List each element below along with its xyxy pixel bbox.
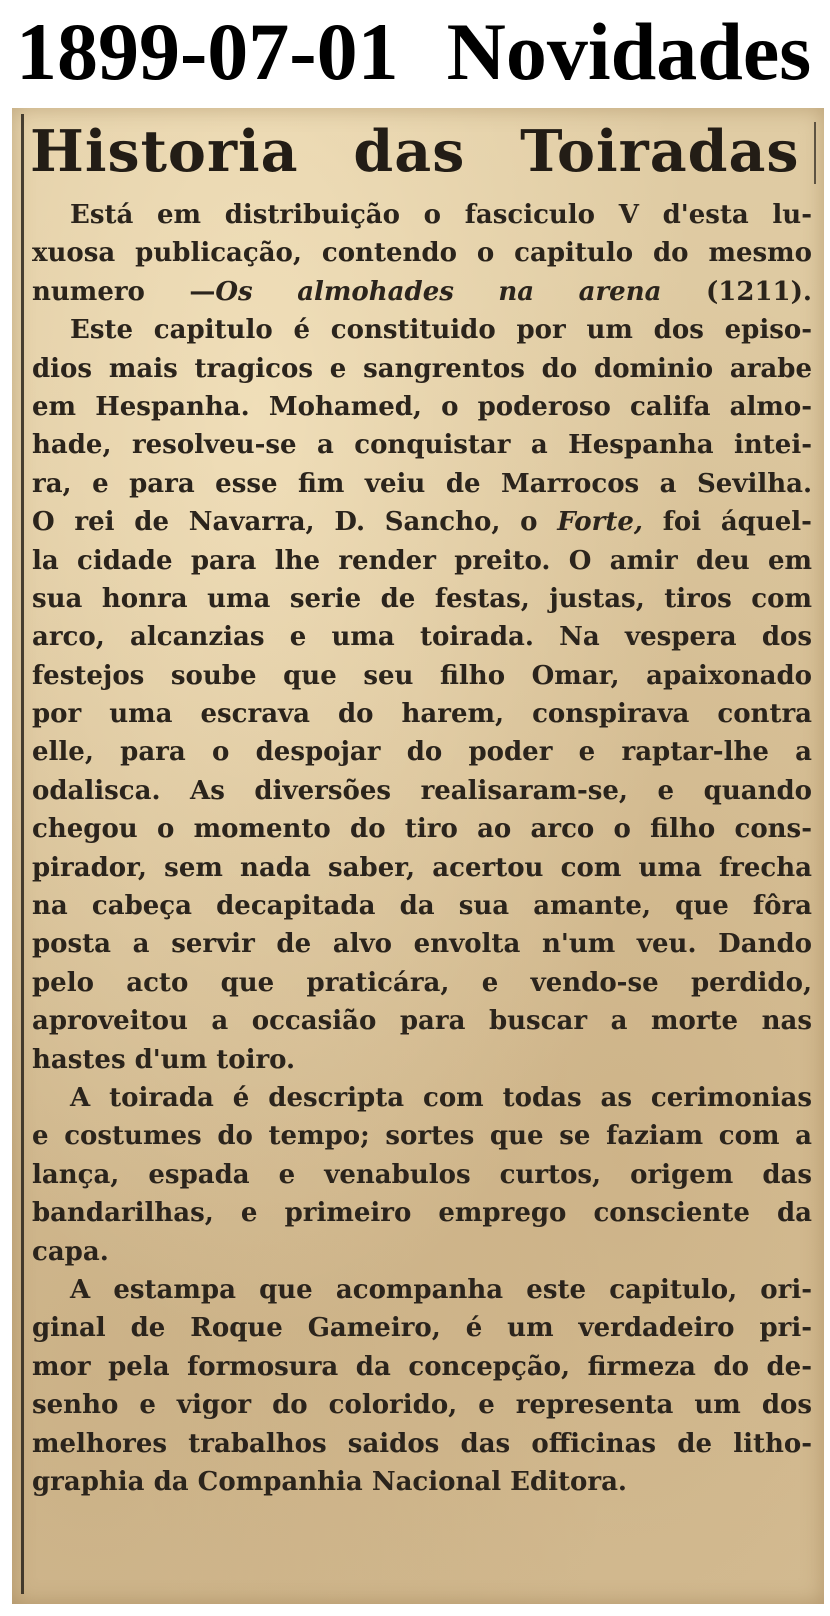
text-line: la cidade para lhe render preito. O amir deu em (32, 545, 812, 576)
text-line: posta a servir de alvo envolta n'um veu. Dando (32, 929, 812, 960)
text-line: na cabeça decapitada da sua amante, que fôra (32, 891, 812, 922)
text-line: hade, resolveu-se a conquistar a Hespanha intei- (32, 430, 812, 461)
text-segment: numero — (32, 276, 216, 307)
text-line: odalisca. As diversões realisaram-se, e quando (32, 775, 812, 806)
text-line: Está em distribuição o fasciculo V d'esta lu- (70, 200, 812, 230)
text-line: ginal de Roque Gameiro, é um verdadeiro pri- (32, 1313, 812, 1344)
text-line: hastes d'um toiro. (32, 1044, 296, 1075)
article-headline: Historia das Toiradas (30, 118, 800, 185)
text-line (32, 273, 812, 311)
text-line: A toirada é descripta com todas as cerimonias (70, 1082, 812, 1113)
text-line: Este capitulo é constituido por um dos episo- (70, 315, 812, 346)
text-line: A estampa que acompanha este capitulo, ori- (70, 1274, 812, 1305)
text-segment: O rei de Navarra, D. Sancho, o (32, 507, 538, 538)
text-line: aproveitou a occasião para buscar a morte nas (32, 1006, 812, 1037)
text-line: sua honra uma serie de festas, justas, tiros com (32, 583, 812, 614)
text-line: por uma escrava do harem, conspirava contra (32, 699, 812, 730)
caption-date: 1899-07-01 (16, 6, 399, 97)
caption-bar (0, 0, 830, 104)
column-rule-right (814, 122, 816, 184)
caption-source: Novidades (446, 6, 812, 97)
text-line: em Hespanha. Mohamed, o poderoso califa almo- (32, 391, 812, 422)
text-line: senho e vigor do colorido, e representa um dos (32, 1390, 812, 1421)
text-line: e costumes do tempo; sortes que se faziam com a (32, 1121, 812, 1152)
text-line: capa. (32, 1236, 109, 1267)
text-line: bandarilhas, e primeiro emprego consciente da (32, 1198, 812, 1229)
epithet: Forte, (557, 507, 643, 538)
text-line: pirador, sem nada saber, acertou com uma frecha (32, 852, 812, 883)
text-line: elle, para o despojar do poder e raptar-lhe a (32, 737, 812, 768)
text-line: melhores trabalhos saidos das officinas de litho- (32, 1428, 812, 1459)
text-line: lança, espada e venabulos curtos, origem das (32, 1159, 812, 1190)
text-line: xuosa publicação, contendo o capitulo do mesmo (32, 238, 812, 269)
text-line: arco, alcanzias e uma toirada. Na vespera dos (32, 622, 812, 653)
text-line: ra, e para esse fim veiu de Marrocos a Sevilha. (32, 468, 812, 499)
article-body (32, 196, 812, 1501)
text-segment: foi áquel- (662, 507, 812, 538)
chapter-year: (1211). (705, 276, 812, 307)
column-rule-left (21, 114, 24, 1594)
text-line: festejos soube que seu filho Omar, apaixonado (32, 660, 812, 691)
text-line: graphia da Companhia Nacional Editora. (32, 1466, 627, 1497)
chapter-title: Os almohades na arena (215, 276, 662, 307)
text-line: pelo acto que praticára, e vendo-se perdido, (32, 967, 812, 998)
text-line: dios mais tragicos e sangrentos do dominio arabe (32, 353, 812, 384)
text-line: chegou o momento do tiro ao arco o filho cons- (32, 814, 812, 845)
newspaper-clipping (12, 108, 824, 1604)
text-line (32, 503, 812, 541)
text-line: mor pela formosura da concepção, firmeza do de- (32, 1351, 812, 1382)
